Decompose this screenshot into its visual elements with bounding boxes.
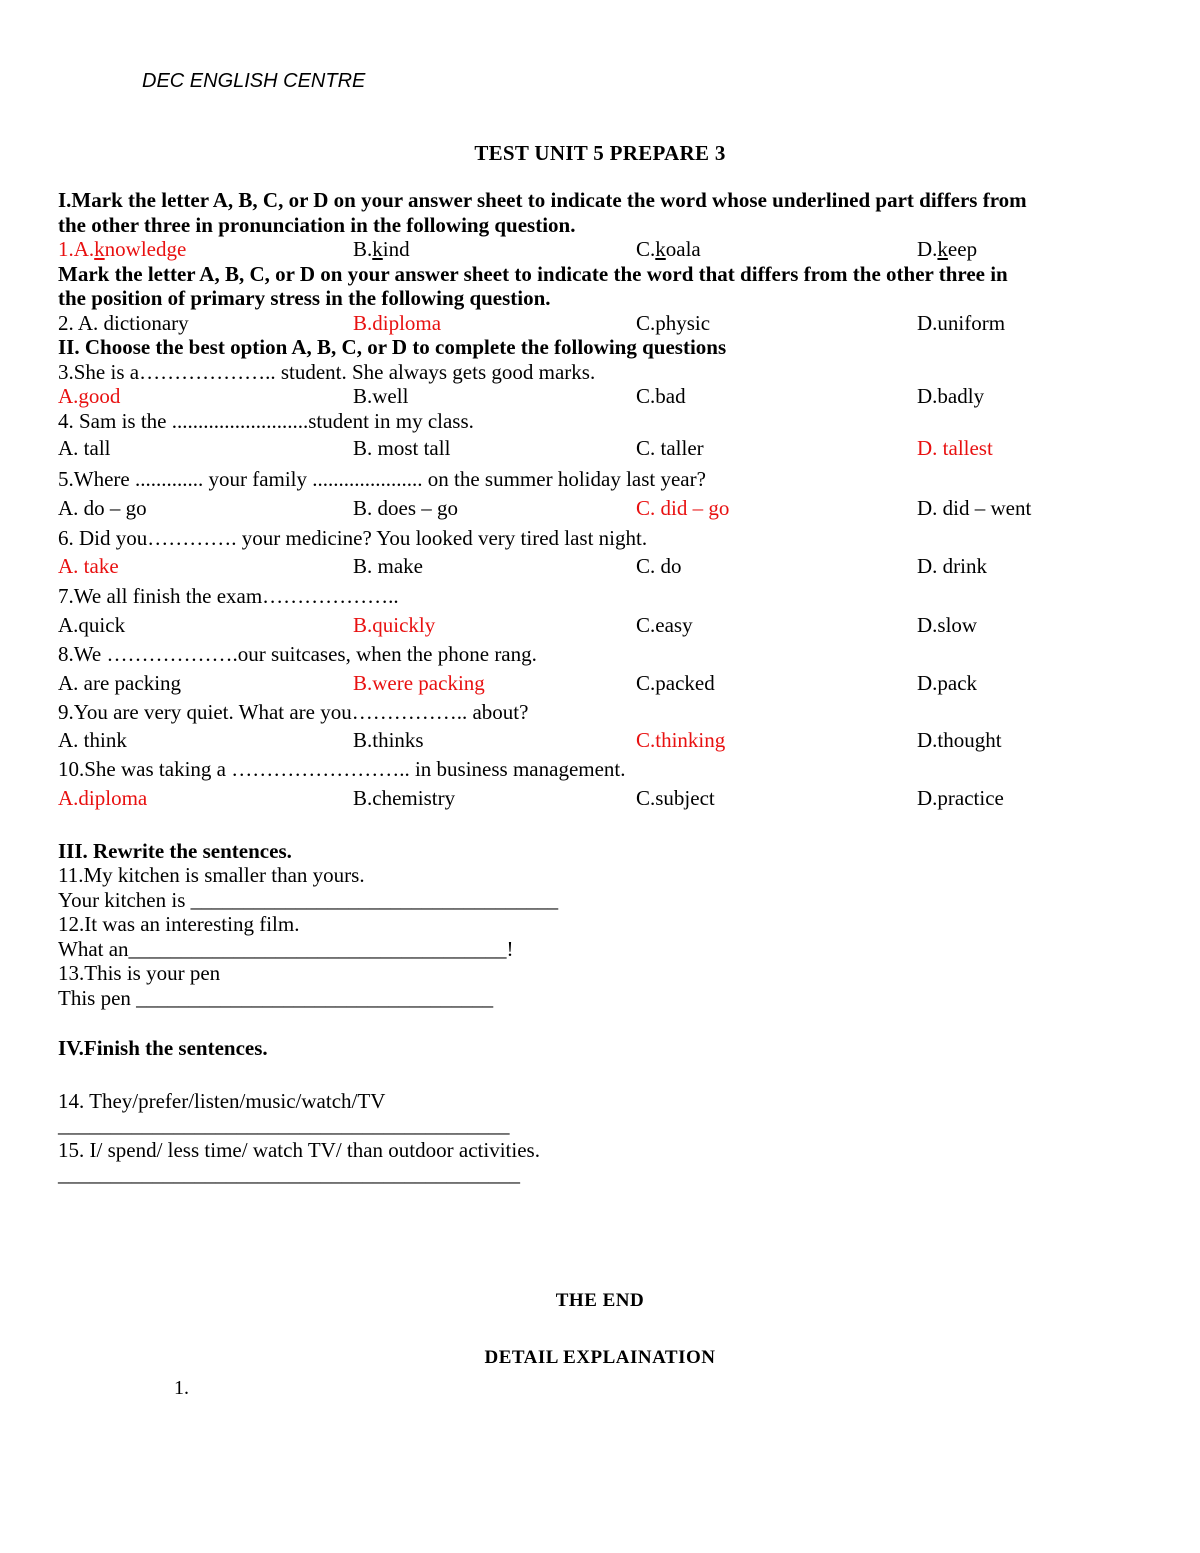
option-d: D. did – went — [917, 496, 1032, 520]
question-stem: 7.We all finish the exam……………….. — [58, 583, 399, 608]
q1-option-d: D.keep — [917, 237, 978, 261]
school-name: DEC ENGLISH CENTRE — [142, 70, 366, 92]
option-a: A.good — [58, 384, 121, 408]
option-b: B.well — [353, 384, 409, 408]
option-a: A.diploma — [58, 786, 148, 810]
option-a: A. take — [58, 554, 119, 578]
rewrite-line: Your kitchen is ___________________________________ — [58, 887, 559, 912]
option-c: C.thinking — [636, 728, 726, 752]
option-b: B. make — [353, 554, 423, 578]
option-d: D.slow — [917, 613, 978, 637]
option-c: C. do — [636, 554, 682, 578]
question-options — [58, 786, 1158, 811]
option-c: C.bad — [636, 384, 686, 408]
question-2-options — [58, 311, 1158, 336]
q1-option-a: 1.A.knowledge — [58, 237, 187, 261]
the-end: THE END — [555, 1290, 645, 1311]
option-d: D.badly — [917, 384, 985, 408]
option-a: A. think — [58, 728, 127, 752]
rewrite-line: What an____________________________________! — [58, 936, 514, 961]
option-b: B.were packing — [353, 671, 485, 695]
option-d: D.pack — [917, 671, 978, 695]
section3-heading: III. Rewrite the sentences. — [58, 838, 292, 863]
explanation-item-number: 1. — [174, 1377, 189, 1399]
section1-instruction2-2: the position of primary stress in the following question. — [58, 286, 551, 310]
question-stem: 5.Where ............. your family ..................... on the summer holiday last year? — [58, 466, 706, 491]
section1-instruction-2: the other three in pronunciation in the following question. — [58, 212, 576, 237]
question-options — [58, 554, 1158, 579]
option-c: C.subject — [636, 786, 715, 810]
option-b: B.thinks — [353, 728, 424, 752]
finish-line: ____________________________________________ — [58, 1162, 520, 1186]
option-d: D.practice — [917, 786, 1004, 810]
question-options — [58, 496, 1158, 521]
q1-option-c: C.koala — [636, 237, 701, 261]
question-options — [58, 613, 1158, 638]
option-d: D.thought — [917, 728, 1002, 752]
option-c: C. did – go — [636, 496, 730, 520]
rewrite-line: 12.It was an interesting film. — [58, 912, 300, 936]
q2-option-a: 2. A. dictionary — [58, 310, 189, 335]
rewrite-line: 11.My kitchen is smaller than yours. — [58, 863, 365, 887]
finish-line: ___________________________________________ — [58, 1113, 510, 1137]
section2-instruction: II. Choose the best option A, B, C, or D to complete the following questions — [58, 335, 727, 359]
q2-option-d: D.uniform — [917, 310, 1006, 335]
question-stem: 9.You are very quiet. What are you…………….. about? — [58, 699, 529, 724]
finish-line: 14. They/prefer/listen/music/watch/TV — [58, 1088, 386, 1113]
detail-explanation-heading: DETAIL EXPLAINATION — [484, 1347, 716, 1368]
q2-option-b: B.diploma — [353, 310, 442, 335]
question-options — [58, 728, 1158, 753]
section4-heading: IV.Finish the sentences. — [58, 1036, 268, 1060]
question-stem: 3.She is a……………….. student. She always gets good marks. — [58, 359, 596, 384]
question-options — [58, 671, 1158, 696]
test-title: TEST UNIT 5 PREPARE 3 — [474, 141, 726, 165]
q2-option-c: C.physic — [636, 310, 711, 335]
test-content — [58, 188, 1158, 1187]
option-d: D. tallest — [917, 436, 993, 460]
option-a: A. tall — [58, 436, 111, 460]
question-1-options — [58, 237, 1158, 262]
q1-option-b: B.kind — [353, 237, 410, 261]
section1-instruction-1: I.Mark the letter A, B, C, or D on your answer sheet to indicate the word whose underlined part differs from — [58, 188, 1027, 212]
option-b: B. does – go — [353, 496, 458, 520]
option-c: C.easy — [636, 613, 693, 637]
rewrite-line: This pen __________________________________ — [58, 985, 494, 1010]
option-d: D. drink — [917, 554, 987, 578]
question-stem: 10.She was taking a …………………….. in business management. — [58, 756, 626, 781]
rewrite-line: 13.This is your pen — [58, 961, 221, 985]
option-c: C. taller — [636, 436, 704, 460]
option-a: A.quick — [58, 613, 126, 637]
option-b: B.quickly — [353, 613, 436, 637]
option-a: A. are packing — [58, 671, 182, 695]
section1-instruction2-1: Mark the letter A, B, C, or D on your answer sheet to indicate the word that differs from the other three in — [58, 261, 1008, 286]
option-a: A. do – go — [58, 496, 147, 520]
question-stem: 6. Did you…………. your medicine? You looked very tired last night. — [58, 525, 648, 550]
question-options — [58, 436, 1158, 461]
option-c: C.packed — [636, 671, 715, 695]
finish-line: 15. I/ spend/ less time/ watch TV/ than outdoor activities. — [58, 1137, 540, 1162]
question-stem: 4. Sam is the ..........................student in my class. — [58, 408, 474, 433]
question-options — [58, 384, 1158, 409]
option-b: B. most tall — [353, 436, 451, 460]
option-b: B.chemistry — [353, 786, 456, 810]
question-stem: 8.We ……………….our suitcases, when the phone rang. — [58, 641, 537, 666]
